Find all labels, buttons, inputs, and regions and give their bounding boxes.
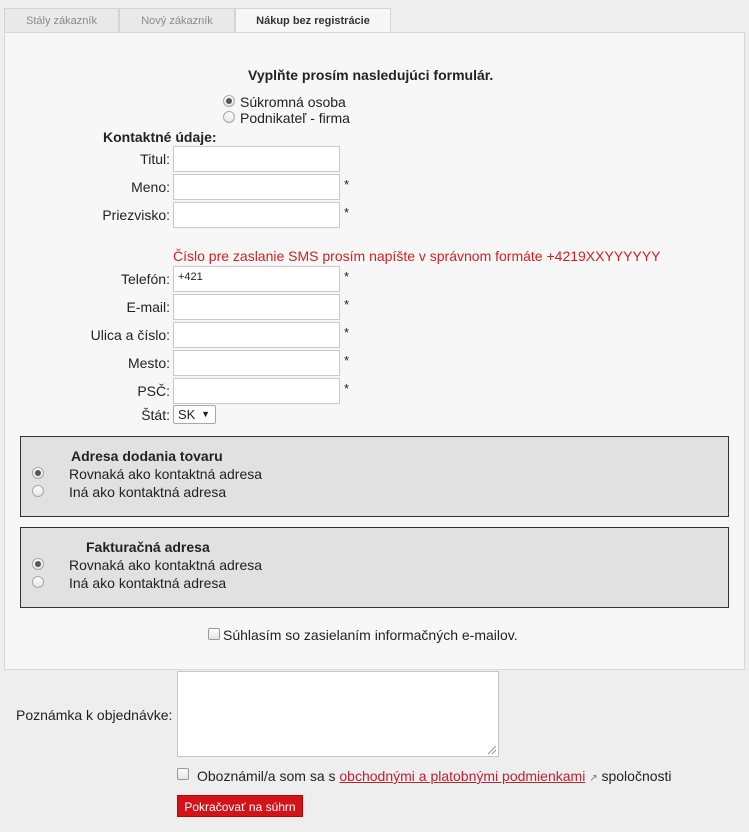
first-name-label: Meno: <box>131 179 170 195</box>
resize-grip-icon[interactable] <box>488 746 496 754</box>
newsletter-checkbox[interactable] <box>208 628 220 640</box>
city-input[interactable] <box>173 350 340 376</box>
external-link-icon: ↗ <box>589 773 598 784</box>
billing-address-box <box>20 527 729 608</box>
sms-format-notice: Číslo pre zaslanie SMS prosím napíšte v správnom formáte +4219XXYYYYYY <box>173 248 661 264</box>
business-radio[interactable] <box>223 111 235 123</box>
title-input[interactable] <box>173 146 340 172</box>
required-mark: * <box>344 297 350 312</box>
private-person-label: Súkromná osoba <box>240 94 346 110</box>
delivery-other-radio[interactable] <box>32 485 44 497</box>
private-person-radio[interactable] <box>223 95 235 107</box>
first-name-input[interactable] <box>173 174 340 200</box>
contact-heading: Kontaktné údaje: <box>103 129 217 145</box>
terms-checkbox[interactable] <box>177 768 189 780</box>
terms-link[interactable]: obchodnými a platobnými podmienkami <box>339 768 586 784</box>
email-input[interactable] <box>173 294 340 320</box>
tab-new-customer[interactable]: Nový zákazník <box>119 8 235 33</box>
delivery-heading: Adresa dodania tovaru <box>71 448 223 464</box>
title-label: Titul: <box>140 151 170 167</box>
country-label: Štát: <box>141 407 170 423</box>
billing-same-label: Rovnaká ako kontaktná adresa <box>69 557 263 573</box>
delivery-same-radio[interactable] <box>32 467 44 479</box>
required-mark: * <box>344 381 350 396</box>
required-mark: * <box>344 205 350 220</box>
billing-same-radio[interactable] <box>32 558 44 570</box>
business-label: Podnikateľ - firma <box>240 110 350 126</box>
terms-prefix: Oboznámil/a som sa s <box>197 768 336 784</box>
email-label: E-mail: <box>126 299 170 315</box>
dropdown-arrow-icon: ▼ <box>201 409 210 419</box>
newsletter-label: Súhlasím so zasielaním informačných e-mailov. <box>223 627 518 643</box>
delivery-same-label: Rovnaká ako kontaktná adresa <box>69 466 263 482</box>
country-select[interactable] <box>173 405 216 424</box>
zip-input[interactable] <box>173 378 340 404</box>
delivery-other-label: Iná ako kontaktná adresa <box>69 484 227 500</box>
tab-returning-customer[interactable]: Stály zákazník <box>4 8 119 33</box>
street-input[interactable] <box>173 322 340 348</box>
form-heading: Vyplňte prosím nasledujúci formulár. <box>248 67 494 83</box>
city-label: Mesto: <box>127 355 170 371</box>
zip-label: PSČ: <box>137 383 170 399</box>
required-mark: * <box>344 353 350 368</box>
delivery-address-box <box>20 436 729 517</box>
phone-input[interactable]: +421 <box>173 266 340 292</box>
billing-heading: Fakturačná adresa <box>86 539 210 555</box>
required-mark: * <box>344 325 350 340</box>
billing-other-radio[interactable] <box>32 576 44 588</box>
billing-other-label: Iná ako kontaktná adresa <box>69 575 227 591</box>
tab-guest-checkout[interactable]: Nákup bez registrácie <box>235 8 391 34</box>
order-note-label: Poznámka k objednávke: <box>16 707 173 723</box>
terms-suffix: spoločnosti <box>601 768 672 784</box>
last-name-input[interactable] <box>173 202 340 228</box>
required-mark: * <box>344 177 350 192</box>
last-name-label: Priezvisko: <box>102 207 170 223</box>
phone-label: Telefón: <box>120 271 170 287</box>
terms-text <box>197 768 672 784</box>
street-label: Ulica a číslo: <box>90 327 170 343</box>
continue-to-summary-button[interactable]: Pokračovať na súhrn <box>177 795 303 817</box>
country-value: SK <box>178 407 196 422</box>
required-mark: * <box>344 269 350 284</box>
order-note-textarea[interactable] <box>177 671 499 757</box>
